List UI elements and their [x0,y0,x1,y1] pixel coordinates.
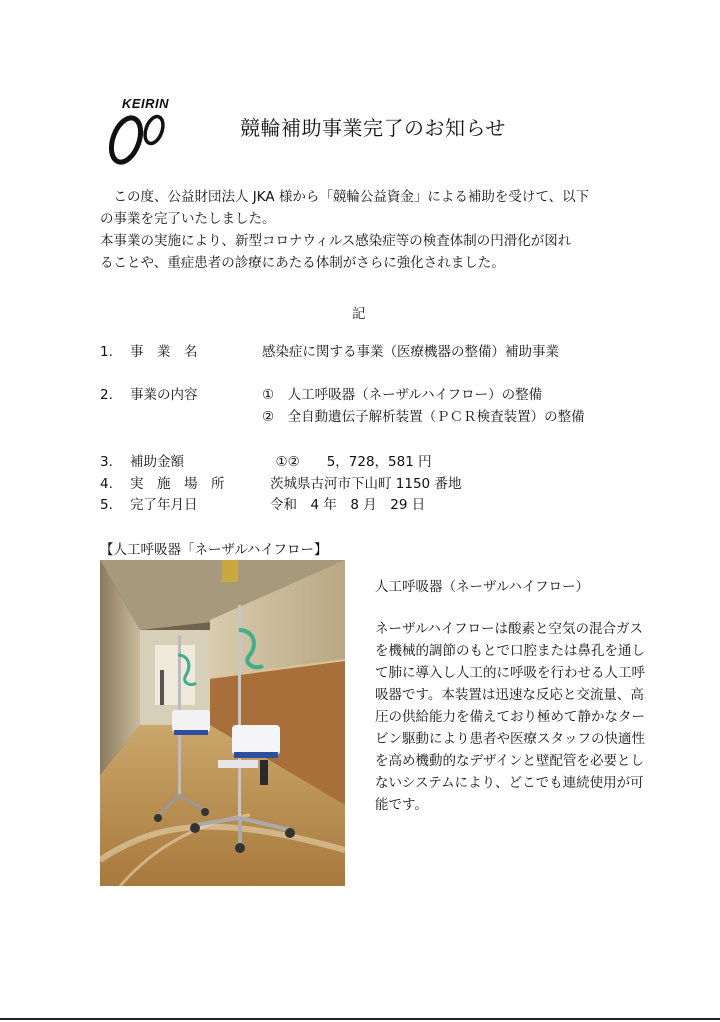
item-value: ①② 5，728，581 円 [262,454,432,470]
item-value: ① 人工呼吸器（ネーザルハイフロー）の整備 [262,387,543,403]
item-number: 4. [100,476,113,492]
description-line: ないシステムにより、どこでも連続使用が可 [375,775,644,791]
description-line: ネーザルハイフローは酸素と空気の混合ガス [375,621,643,637]
intro-line: ることや、重症患者の診療にあたる体制がさらに強化されました。 [100,255,505,271]
item-number: 5. [100,497,113,513]
item-value: 令和 4 年 8 月 29 日 [270,497,426,513]
photo-caption: 【人工呼吸器「ネーザルハイフロー】 [100,542,328,558]
description-title: 人工呼吸器（ネーザルハイフロー） [375,579,589,595]
item-label: 事 業 名 [130,344,198,360]
description-line: ビン駆動により患者や医療スタッフの快適性 [375,731,645,747]
item-label: 完了年月日 [130,497,198,513]
intro-line: の事業を完了いたしました。 [100,211,276,227]
item-label: 補助金額 [130,454,184,470]
intro-paragraph [100,186,640,274]
intro-line: この度、公益財団法人 JKA 様から「競輪公益資金」による補助を受けて、以下 [100,189,590,205]
description-body [375,618,685,816]
bottom-divider [0,1018,720,1020]
description-line: 圧の供給能力を備えており極めて静かなター [375,709,645,725]
item-number: 1. [100,344,113,360]
ventilator-photo [100,560,345,886]
intro-line: 本事業の実施により、新型コロナウィルス感染症等の検査体制の円滑化が図れ [100,233,572,249]
description-line: を機械的調節のもとで口腔または鼻孔を通し [375,643,645,659]
item-label: 事業の内容 [130,387,198,403]
keirin-logo-text: KEIRIN [122,96,170,111]
keirin-logo-icon [104,108,184,168]
item-value: ② 全自動遺伝子解析装置（ＰＣＲ検査装置）の整備 [262,409,585,425]
description-line: 能です。 [375,797,428,813]
ki-heading: 記 [352,306,366,322]
item-number: 3. [100,454,113,470]
page-title: 競輪補助事業完了のお知らせ [240,116,506,140]
description-line: 吸器です。本装置は迅速な反応と交流量、高 [375,687,644,703]
description-line: て肺に導入し人工的に呼吸を行わせる人工呼 [375,665,645,681]
item-value: 感染症に関する事業（医療機器の整備）補助事業 [262,344,559,360]
description-line: を高め機動的なデザインと壁配管を必要とし [375,753,645,769]
item-label: 実 施 場 所 [130,476,225,492]
item-value: 茨城県古河市下山町 1150 番地 [270,476,462,492]
item-number: 2. [100,387,113,403]
